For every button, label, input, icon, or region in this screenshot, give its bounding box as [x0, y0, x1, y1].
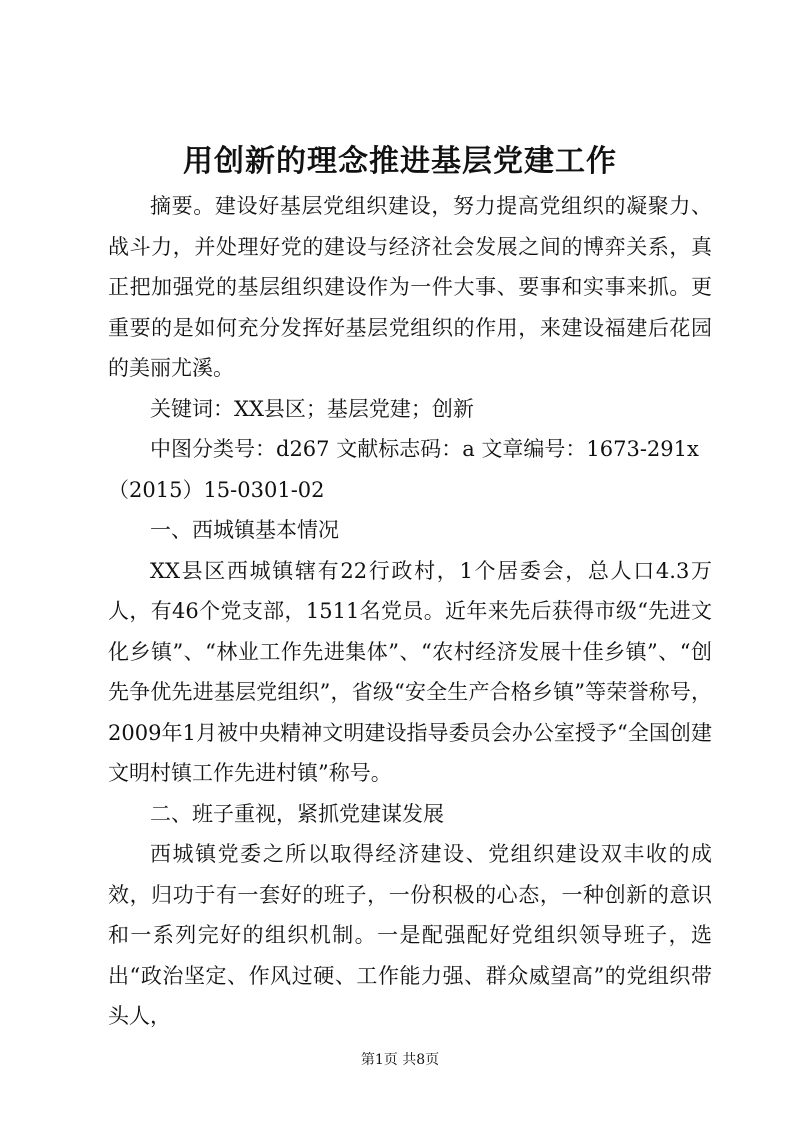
abstract-paragraph: 摘要。建设好基层党组织建设，努力提高党组织的凝聚力、战斗力，并处理好党的建设与经济社会发展之间的博弈关系，真正把加强党的基层组织建设作为一件大事、要事和实事来抓。更重要的是如何充分发挥好基层党组织的作用，来建设福建后花园的美丽尤溪。: [108, 194, 712, 380]
page-footer: 第1页 共8页: [360, 1052, 440, 1068]
section-2-paragraph: 西城镇党委之所以取得经济建设、党组织建设双丰收的成效，归功于有一套好的班子，一份积极的心态，一种创新的意识和一系列完好的组织机制。一是配强配好党组织领导班子，选出“政治坚定、作风过硬、工作能力强、群众威望高”的党组织带头人，: [108, 842, 712, 1028]
section-1-paragraph: XX县区西城镇辖有22行政村，1个居委会，总人口4.3万人，有46个党支部，1511名党员。近年来先后获得市级“先进文化乡镇”、“林业工作先进集体”、“农村经济发展十佳乡镇”、“创先争优先进基层党组织”，省级“安全生产合格乡镇”等荣誉称号，2009年1月被中央精神文明建设指导委员会办公室授予“全国创建文明村镇工作先进村镇”称号。: [108, 558, 712, 785]
section-heading-2: 二、班子重视，紧抓党建谋发展: [150, 801, 444, 826]
document-title: 用创新的理念推进基层党建工作: [183, 144, 617, 179]
document-body: [108, 186, 712, 1037]
keywords-line: 关键词：XX县区；基层党建；创新: [150, 396, 474, 421]
section-heading-1: 一、西城镇基本情况: [150, 518, 339, 542]
issue-number-line: （2015）15-0301-02: [108, 477, 325, 502]
classification-line: 中图分类号：d267 文献标志码：a 文章编号：1673-291x: [150, 437, 699, 461]
